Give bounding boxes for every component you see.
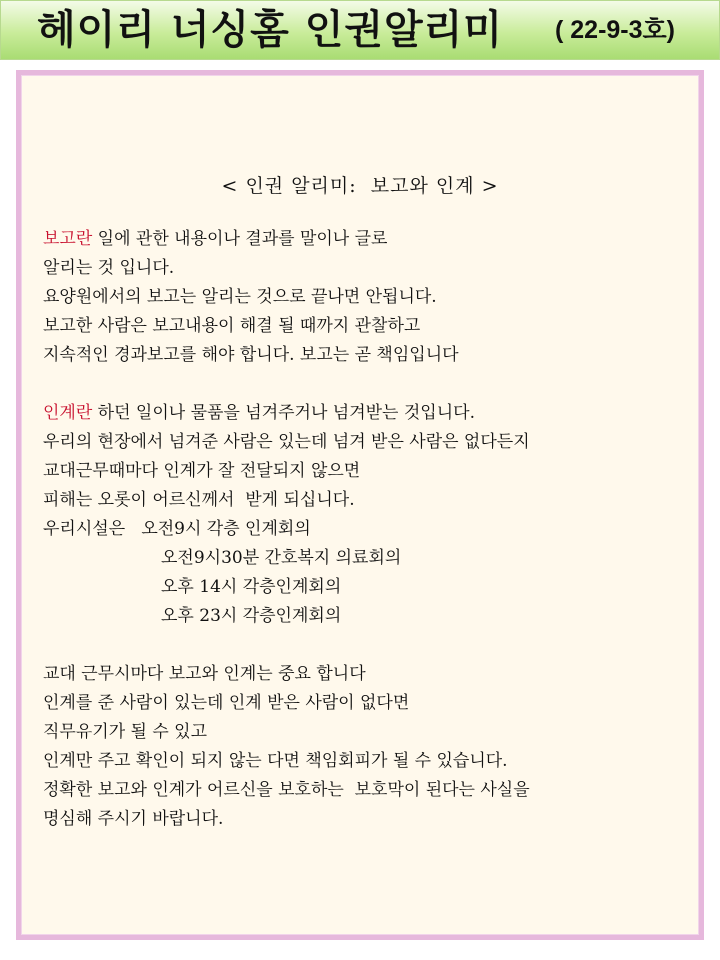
closing-line: 정확한 보고와 인계가 어르신을 보호하는 보호막이 된다는 사실을	[43, 780, 530, 800]
handover-definition-line	[43, 399, 703, 428]
handover-definition-text: 하던 일이나 물품을 넘겨주거나 넘겨받는 것입니다.	[92, 403, 475, 423]
report-definition-line	[43, 225, 703, 254]
handover-line: 피해는 오롯이 어르신께서 받게 되십니다.	[43, 490, 355, 510]
schedule-item: 오후 14시 각층인계회의	[161, 577, 342, 597]
handover-line: 우리의 현장에서 넘겨준 사람은 있는데 넘겨 받은 사람은 없다든지	[43, 432, 530, 452]
issue-number: ( 22-9-3호)	[555, 16, 676, 44]
section-spacer	[43, 370, 703, 399]
closing-line: 인계를 준 사람이 있는데 인계 받은 사람이 없다면	[43, 693, 410, 713]
report-line: 보고한 사람은 보고내용이 해결 될 때까지 관찰하고	[43, 316, 421, 336]
report-line: 요양원에서의 보고는 알리는 것으로 끝나면 안됩니다.	[43, 287, 437, 307]
report-definition-text: 일에 관한 내용이나 결과를 말이나 글로	[92, 229, 388, 249]
closing-line: 교대 근무시마다 보고와 인계는 중요 합니다	[43, 664, 366, 684]
closing-line: 명심해 주시기 바랍니다.	[43, 809, 224, 829]
document-body	[43, 225, 703, 834]
report-keyword: 보고란	[43, 229, 93, 249]
closing-line: 직무유기가 될 수 있고	[43, 722, 208, 742]
handover-line: 교대근무때마다 인계가 잘 전달되지 않으면	[43, 461, 361, 481]
schedule-intro: 우리시설은 오전9시 각층 인계회의	[43, 519, 311, 539]
handover-keyword: 인계란	[43, 403, 93, 423]
section-spacer	[43, 631, 703, 660]
page-title: 헤이리 너싱홈 인권알리미	[37, 7, 503, 53]
header-banner	[0, 0, 720, 60]
document-title: < 인권 알리미: 보고와 인계 >	[221, 175, 499, 197]
report-line: 지속적인 경과보고를 해야 합니다. 보고는 곧 책임입니다	[43, 345, 459, 365]
schedule-item: 오후 23시 각층인계회의	[161, 606, 342, 626]
report-line: 알리는 것 입니다.	[43, 258, 175, 278]
schedule-item: 오전9시30분 간호복지 의료회의	[161, 548, 402, 568]
notice-frame	[16, 70, 704, 940]
closing-line: 인계만 주고 확인이 되지 않는 다면 책임회피가 될 수 있습니다.	[43, 751, 508, 771]
